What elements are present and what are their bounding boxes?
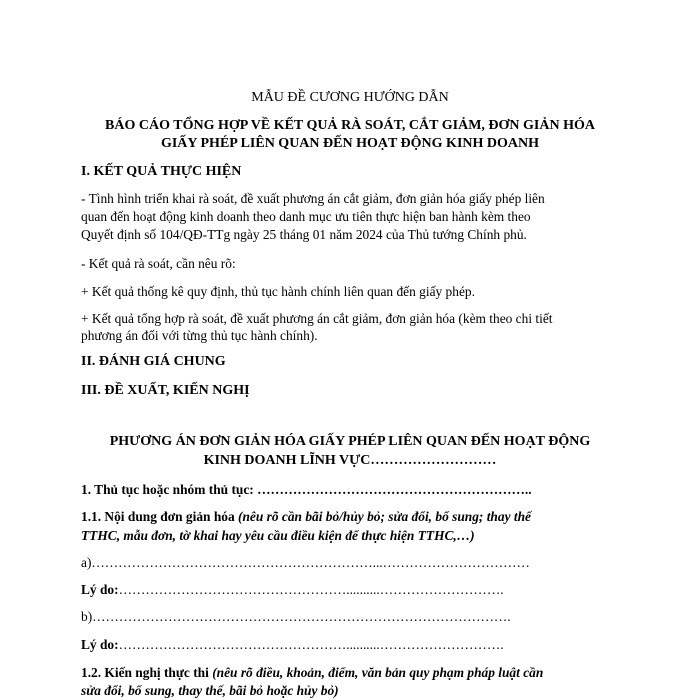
item-1-2-label: 1.2. Kiến nghị thực thi: [81, 665, 213, 680]
reason-b-label: Lý do:: [81, 637, 119, 652]
line-b: b)………………………………………………………………………………….: [81, 609, 511, 624]
item-1: 1. Thủ tục hoặc nhóm thủ tục: ……………………………………………………..: [81, 482, 532, 497]
reason-b-dots: ……………………………………………..........……………………….: [118, 637, 504, 652]
item-1-1-label: 1.1. Nội dung đơn giản hóa: [81, 509, 238, 524]
item-1-1-note: (nêu rõ cần bãi bỏ/hủy bỏ; sửa đổi, bổ sung; thay thế: [238, 509, 531, 524]
item-1-1-line-1: [81, 508, 531, 525]
report-title-line-1: BÁO CÁO TỔNG HỢP VỀ KẾT QUẢ RÀ SOÁT, CẮT GIẢM, ĐƠN GIẢN HÓA: [105, 118, 595, 133]
section-1-heading: I. KẾT QUẢ THỰC HIỆN: [81, 164, 242, 179]
line-a: a)………………………………………………………...……………………………: [81, 555, 530, 570]
reason-a: [81, 581, 504, 598]
reason-a-label: Lý do:: [81, 582, 119, 597]
item-1-2-note: (nêu rõ điều, khoản, điểm, văn bản quy phạm pháp luật cần: [212, 665, 544, 680]
reason-a-dots: ……………………………………………..........……………………….: [118, 582, 504, 597]
section-1-paragraph-2: - Kết quả rà soát, cần nêu rõ:: [81, 256, 236, 271]
reason-b: [81, 636, 504, 653]
section-1-paragraph-4-line-2: phương án đối với từng thủ tục hành chính).: [81, 328, 318, 343]
section-3-heading: III. ĐỀ XUẤT, KIẾN NGHỊ: [81, 383, 250, 398]
item-1-2-note-line-2: sửa đổi, bổ sung, thay thế, bãi bỏ hoặc hủy bỏ): [81, 683, 339, 698]
report-title-line-2: GIẤY PHÉP LIÊN QUAN ĐẾN HOẠT ĐỘNG KINH DOANH: [160, 136, 540, 151]
item-1-1-note-line-2: TTHC, mẫu đơn, tờ khai hay yêu cầu điều kiện để thực hiện TTHC,…): [81, 528, 475, 543]
item-1-2-line-1: [81, 664, 543, 681]
section-2-heading: II. ĐÁNH GIÁ CHUNG: [81, 354, 226, 369]
plan-title-line-1: PHƯƠNG ÁN ĐƠN GIẢN HÓA GIẤY PHÉP LIÊN QUAN ĐẾN HOẠT ĐỘNG: [109, 434, 591, 449]
section-1-paragraph-1-line-2: quan đến hoạt động kinh doanh theo danh mục ưu tiên thực hiện ban hành kèm theo: [81, 209, 531, 224]
section-1-paragraph-1-line-3: Quyết định số 104/QĐ-TTg ngày 25 tháng 01 năm 2024 của Thủ tướng Chính phủ.: [81, 227, 527, 242]
section-1-paragraph-1-line-1: - Tình hình triển khai rà soát, đề xuất phương án cắt giảm, đơn giản hóa giấy phép liên: [81, 191, 545, 206]
section-1-paragraph-3: + Kết quả thống kê quy định, thủ tục hành chính liên quan đến giấy phép.: [81, 284, 475, 299]
template-title: MẪU ĐỀ CƯƠNG HƯỚNG DẪN: [251, 90, 449, 105]
section-1-paragraph-4-line-1: + Kết quả tổng hợp rà soát, đề xuất phương án cắt giảm, đơn giản hóa (kèm theo chi tiết: [81, 311, 553, 326]
plan-title-line-2: KINH DOANH LĨNH VỰC………………………: [203, 453, 497, 468]
